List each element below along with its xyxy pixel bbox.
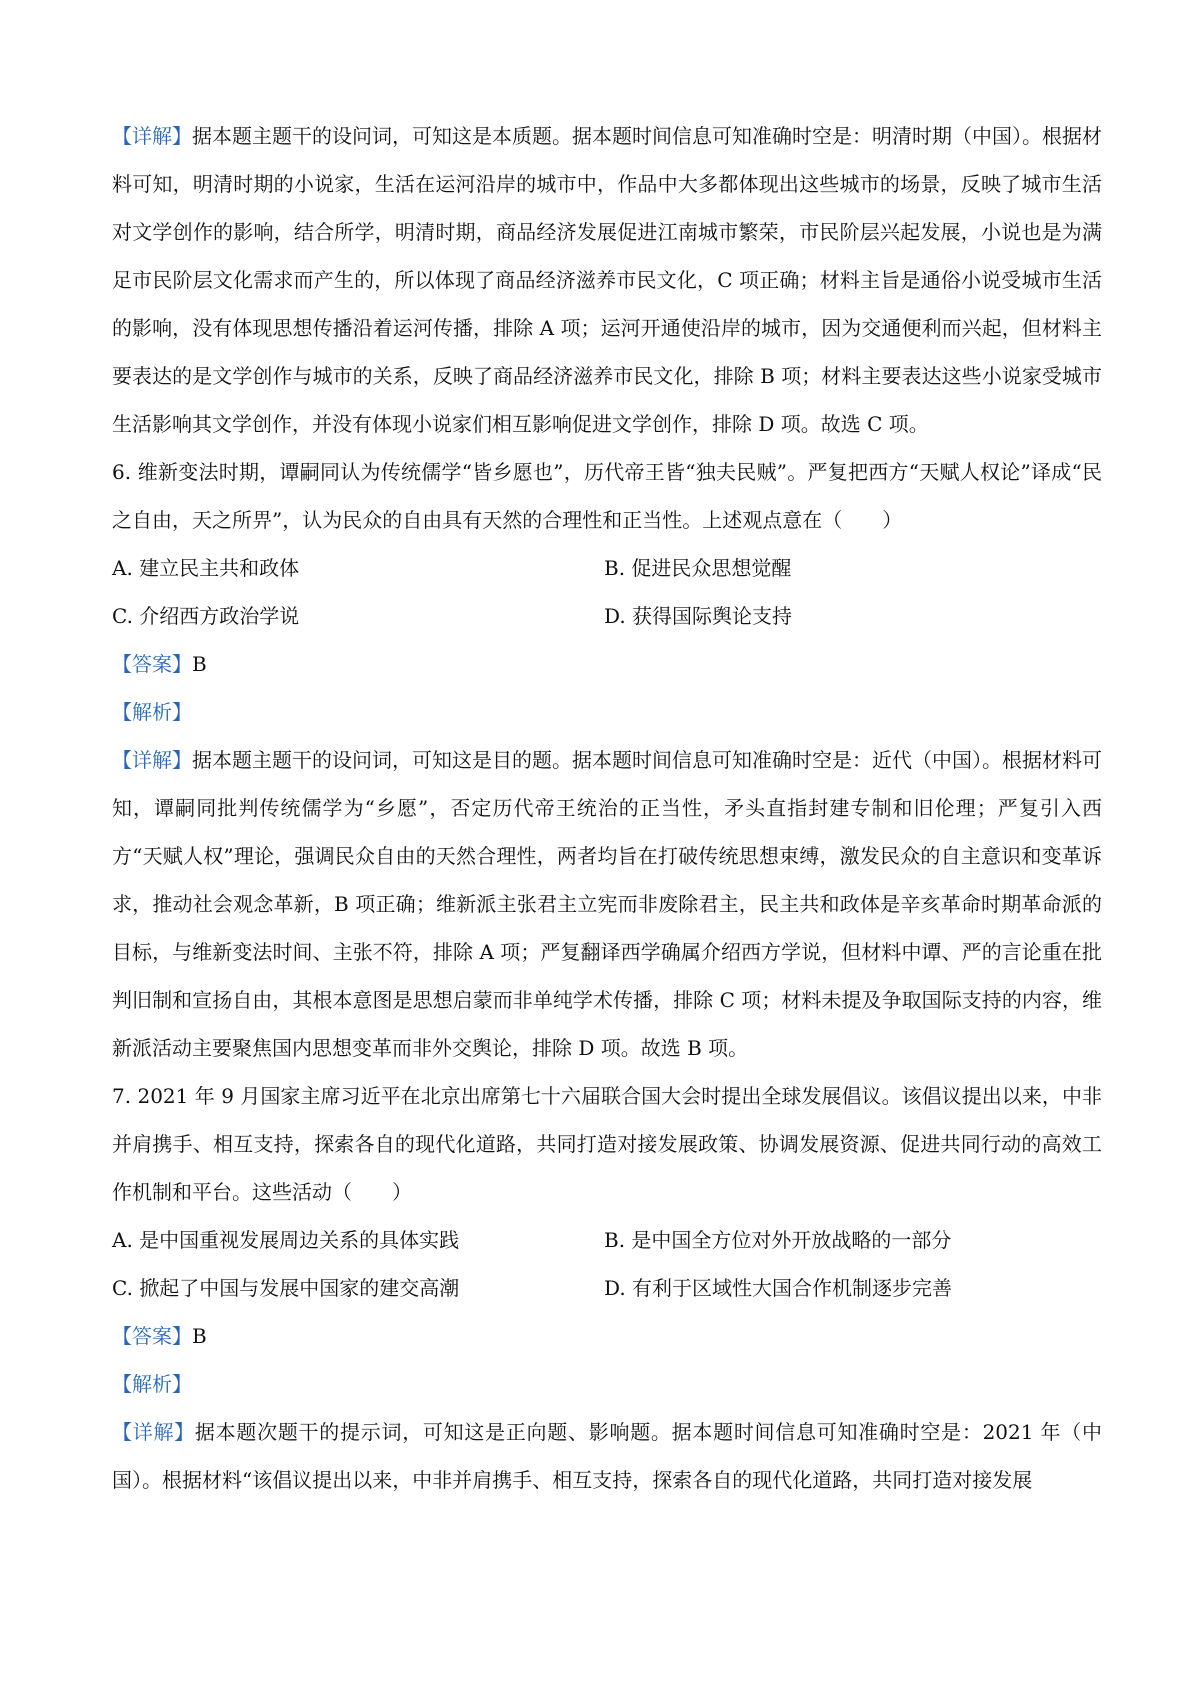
q7-detail [112, 1408, 1102, 1504]
q6-option-b: B. 促进民众思想觉醒 [604, 556, 792, 580]
q7-option-c: C. 掀起了中国与发展中国家的建交高潮 [112, 1276, 460, 1300]
q6-detail [112, 736, 1102, 1072]
q6-option-d: D. 获得国际舆论支持 [604, 604, 793, 628]
answer-value: B [192, 652, 207, 676]
detail-tag: 【详解】 [112, 124, 192, 148]
q7-option-b: B. 是中国全方位对外开放战略的一部分 [604, 1228, 952, 1252]
detail-text: 据本题主题干的设问词，可知这是目的题。据本题时间信息可知准确时空是：近代（中国）。根据材料可知，谭嗣同批判传统儒学为“乡愿”，否定历代帝王统治的正当性，矛头直指封建专制和旧伦理；严复引入西方“天赋人权”理论，强调民众自由的天然合理性，两者均旨在打破传统思想束缚，激发民众的自主意识和变革诉求，推动社会观念革新，B 项正确；维新派主张君主立宪而非废除君主，民主共和政体是辛亥革命时期革命派的目标，与维新变法时间、主张不符，排除 A 项；严复翻译西学确属介绍西方学说，但材料中谭、严的言论重在批判旧制和宣扬自由，其根本意图是思想启蒙而非单纯学术传播，排除 C 项；材料未提及争取国际支持的内容，维新派活动主要聚焦国内思想变革而非外交舆论，排除 D 项。故选 B 项。 [112, 748, 1102, 1060]
document-page [112, 112, 1102, 1504]
detail-tag: 【详解】 [112, 748, 192, 772]
q7-stem: 7. 2021 年 9 月国家主席习近平在北京出席第七十六届联合国大会时提出全球发展倡议。该倡议提出以来，中非并肩携手、相互支持，探索各自的现代化道路，共同打造对接发展政策、协调发展资源、促进共同行动的高效工作机制和平台。这些活动（ ） [112, 1084, 1102, 1204]
q7-answer [112, 1312, 1102, 1360]
answer-tag: 【答案】 [112, 652, 192, 676]
q6-option-a: A. 建立民主共和政体 [112, 556, 300, 580]
answer-value: B [192, 1324, 207, 1348]
q7-analysis-heading [112, 1360, 1102, 1408]
q6-option-c: C. 介绍西方政治学说 [112, 604, 300, 628]
q6-options [112, 544, 1102, 640]
q6-answer [112, 640, 1102, 688]
detail-text: 据本题主题干的设问词，可知这是本质题。据本题时间信息可知准确时空是：明清时期（中国）。根据材料可知，明清时期的小说家，生活在运河沿岸的城市中，作品中大多都体现出这些城市的场景，反映了城市生活对文学创作的影响，结合所学，明清时期，商品经济发展促进江南城市繁荣，市民阶层兴起发展，小说也是为满足市民阶层文化需求而产生的，所以体现了商品经济滋养市民文化，C 项正确；材料主旨是通俗小说受城市生活的影响，没有体现思想传播沿着运河传播，排除 A 项；运河开通使沿岸的城市，因为交通便利而兴起，但材料主要表达的是文学创作与城市的关系，反映了商品经济滋养市民文化，排除 B 项；材料主要表达这些小说家受城市生活影响其文学创作，并没有体现小说家们相互影响促进文学创作，排除 D 项。故选 C 项。 [112, 124, 1102, 436]
q6-stem: 6. 维新变法时期，谭嗣同认为传统儒学“皆乡愿也”，历代帝王皆“独夫民贼”。严复把西方“天赋人权论”译成“民之自由，天之所畀”，认为民众的自由具有天然的合理性和正当性。上述观点意在（ ） [112, 460, 1102, 532]
q5-detail [112, 112, 1102, 448]
analysis-tag: 【解析】 [112, 700, 192, 724]
q7-options [112, 1216, 1102, 1312]
q7-option-d: D. 有利于区域性大国合作机制逐步完善 [604, 1276, 953, 1300]
answer-tag: 【答案】 [112, 1324, 192, 1348]
detail-text: 据本题次题干的提示词，可知这是正向题、影响题。据本题时间信息可知准确时空是：2021 年（中国）。根据材料“该倡议提出以来，中非并肩携手、相互支持，探索各自的现代化道路，共同打造对接发展 [112, 1420, 1103, 1492]
detail-tag: 【详解】 [112, 1420, 195, 1444]
q7-option-a: A. 是中国重视发展周边关系的具体实践 [112, 1228, 460, 1252]
q6-analysis-heading [112, 688, 1102, 736]
analysis-tag: 【解析】 [112, 1372, 192, 1396]
